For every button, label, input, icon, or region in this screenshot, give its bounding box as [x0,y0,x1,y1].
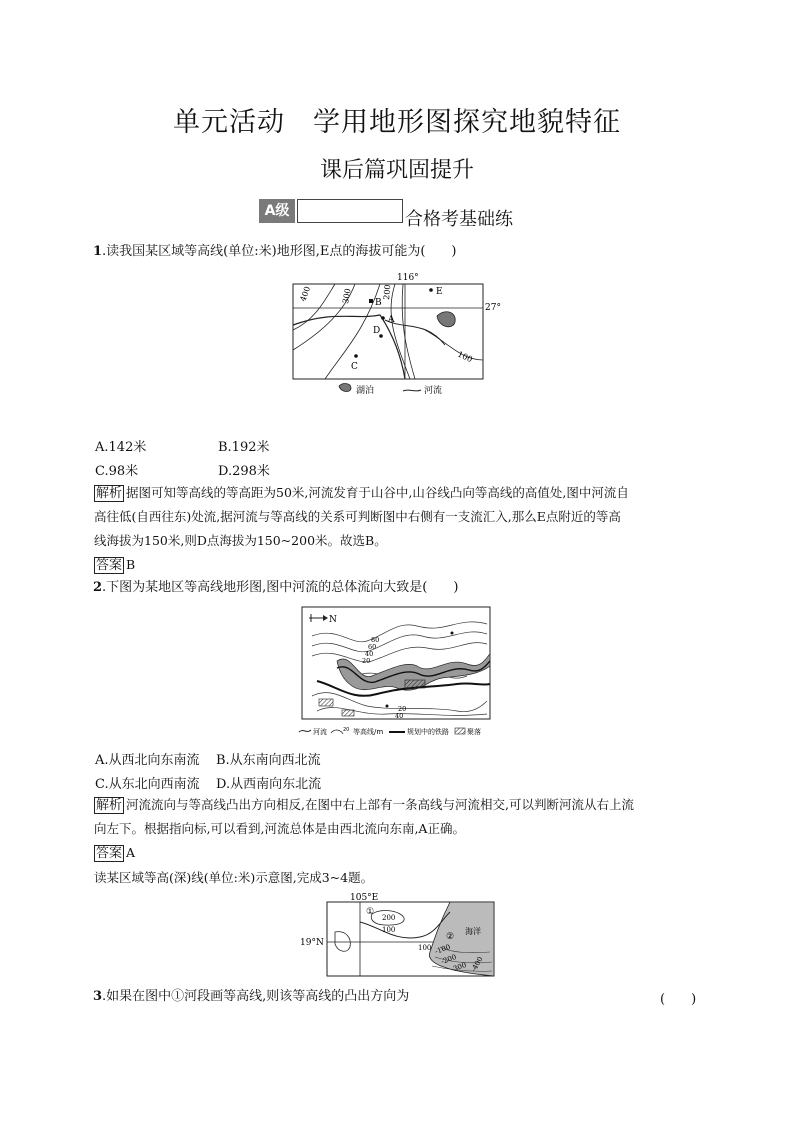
q1-analysis [94,481,714,553]
answer-tag: 答案 [96,846,123,861]
contour-label-40b: 40 [395,712,404,720]
question-text: .下图为某地区等高线地形图,图中河流的总体流向大致是( ) [102,580,459,595]
answer-value: B [126,557,136,572]
point-e-label: E [436,287,443,297]
legend-contour-label: 等高线/m [353,728,384,736]
point-c-label: C [351,362,358,372]
contour-label-100b: 100 [418,944,432,952]
q1-option-b[interactable]: B.192米 [218,440,270,455]
level-text: 合格考基础练 [405,209,513,230]
analysis-line: 线海拔为150米,则D点海拔为150~200米。故选B。 [94,533,387,548]
q2-analysis [94,793,714,841]
lake-shape [437,312,455,327]
point-marker [386,705,389,708]
q1-option-a[interactable]: A.142米 [95,440,147,455]
question-number: 3 [93,989,103,1004]
legend-settlement-icon [455,728,465,734]
question-2 [93,579,458,597]
analysis-line: 高往低(自西往东)处流,据河流与等高线的关系可判断图中右侧有一支流汇入,那么E点附近的等高 [94,509,621,524]
legend-contour-value: 20 [343,727,350,733]
contour-label-200: 200 [382,284,393,301]
point-c [354,354,358,358]
q1-option-c[interactable]: C.98米 [95,464,139,479]
analysis-tag: 解析 [96,798,123,813]
legend-river-icon [403,390,421,391]
intro-3-4: 读某区域等高(深)线(单位:米)示意图,完成3~4题。 [94,870,374,885]
contour-label-20: 20 [362,657,371,665]
q2-answer [94,841,135,865]
point-d-label: D [373,326,381,336]
contour-loop [335,932,350,952]
lat-label: 27° [485,303,501,313]
point-e [429,288,433,292]
level-badge: A级 [259,199,295,223]
analysis-line: 向左下。根据指向标,可以看到,河流总体是由西北流向东南,A正确。 [94,821,465,836]
legend-river-label: 河流 [313,728,327,736]
figure-contour-map-3 [300,892,500,982]
q2-option-b[interactable]: B.从东南向西北流 [216,753,321,768]
analysis-line: 河流流向与等高线凸出方向相反,在图中右上部有一条高线与河流相交,可以判断河流从右上流 [126,797,634,812]
contour-label-40: 40 [365,650,374,658]
lat-label: 19°N [300,938,324,948]
depth-label-300: -300 [449,960,468,974]
contour-label-80: 80 [371,636,380,644]
point-b-label: B [375,298,382,308]
legend-lake-icon [339,384,351,392]
contour-map-1 [285,270,505,405]
point-a [381,316,385,320]
depth-label-100: -100 [433,942,452,956]
north-arrow-icon [323,615,328,621]
contour-map-2 [297,606,517,741]
question-number: 2 [93,580,103,595]
question-text: .读我国某区域等高线(单位:米)地形图,E点的海拔可能为( ) [102,244,457,259]
answer-value: A [126,845,136,860]
question-3 [93,988,409,1006]
reach-2-label: ② [446,932,455,942]
settlement-3 [342,710,354,716]
question-text: .如果在图中①河段画等高线,则该等高线的凸出方向为 [102,989,410,1004]
depth-label-200: -200 [439,952,458,966]
contour-150 [402,284,415,379]
q2-option-a[interactable]: A.从西北向东南流 [95,753,200,768]
contour-label-200: 200 [382,914,396,922]
q1-answer [94,553,135,577]
point-a-label: A [388,315,395,325]
settlement-2 [319,699,333,706]
answer-tag: 答案 [96,558,123,573]
level-blank-box [297,199,403,223]
contour-label-100: 100 [382,926,396,934]
figure-contour-map-2 [297,606,517,741]
point-b [369,299,373,303]
q2-option-d[interactable]: D.从西南向东北流 [216,777,322,792]
contour-200-right [391,284,410,379]
figure-contour-map-1 [285,270,505,405]
lon-label: 116° [397,273,419,283]
contour-label-400: 400 [298,285,313,303]
legend-railway-label: 规划中的铁路 [407,728,449,736]
contour-label-300: 300 [341,287,353,305]
point-marker [451,632,454,635]
legend-river-label: 河流 [424,386,443,396]
lon-label: 105°E [350,893,379,903]
north-label: N [329,615,337,625]
page-subtitle: 课后篇巩固提升 [319,158,474,183]
sea-label: 海洋 [465,927,481,936]
legend-lake-label: 湖泊 [356,386,375,396]
legend-river-icon [299,730,311,732]
contour-label-20b: 20 [398,705,407,713]
legend-settlement-label: 聚落 [467,728,481,736]
reach-1-label: ① [366,907,375,917]
legend-contour-icon [331,730,343,734]
answer-blank[interactable]: ( ) [660,992,697,1007]
analysis-tag: 解析 [96,486,123,501]
q2-option-c[interactable]: C.从东北向西南流 [95,777,200,792]
analysis-line: 据图可知等高线的等高距为50米,河流发育于山谷中,山谷线凸向等高线的高值处,图中河流自 [126,485,629,500]
depth-label-400: -400 [469,955,485,973]
question-number: 1 [93,244,103,259]
page-title: 单元活动 学用地形图探究地貌特征 [173,107,621,138]
q1-option-d[interactable]: D.298米 [218,464,270,479]
contour-label-60: 60 [368,643,377,651]
settlement-1 [405,680,425,688]
question-1 [93,243,456,261]
contour-label-100: 100 [456,349,474,365]
contour-map-3 [300,892,500,982]
